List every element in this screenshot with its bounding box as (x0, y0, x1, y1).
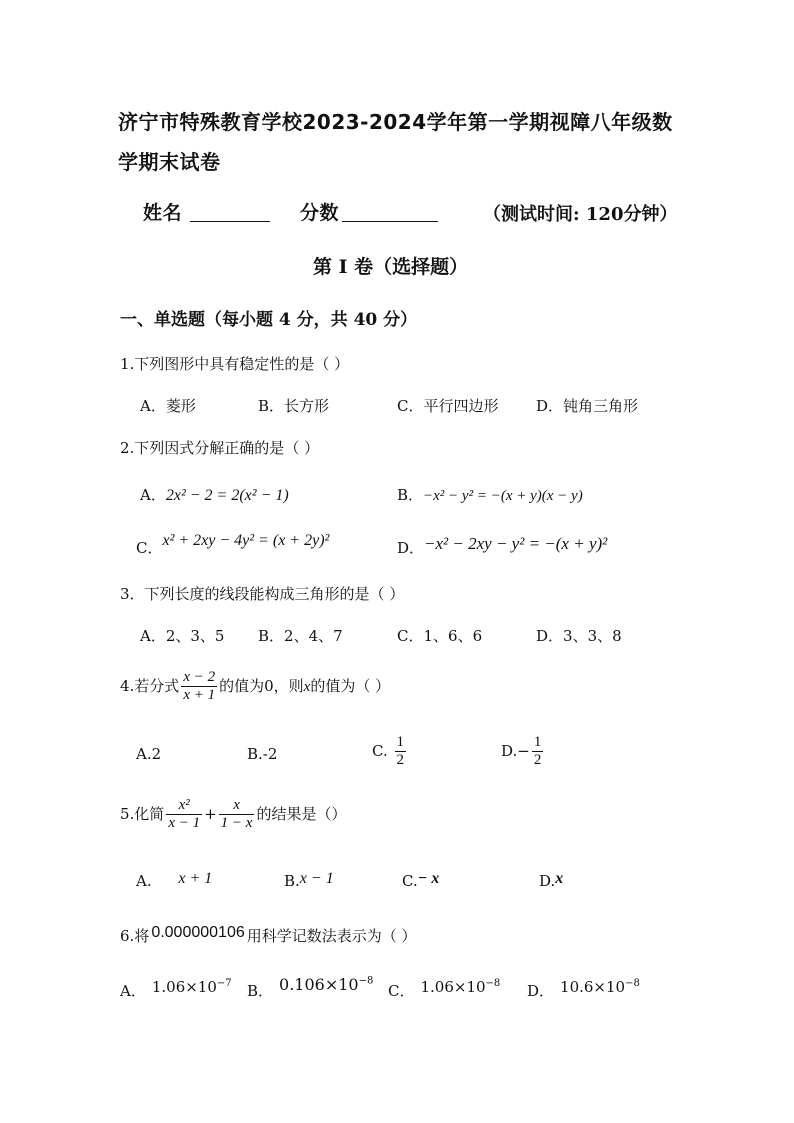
q4-option-c-fraction (395, 734, 407, 770)
q5-option-c[interactable] (402, 872, 439, 891)
question-2-stem: 2.下列因式分解正确的是（ ） (120, 439, 320, 457)
q5-option-d[interactable] (539, 872, 563, 891)
q6-c-exponent: −8 (485, 978, 501, 989)
q5-option-b-expr: x − 1 (299, 870, 334, 887)
q5-stem-pre: 5.化简 (120, 804, 165, 823)
q6-option-c-value (420, 978, 500, 996)
q1-option-b[interactable]: B．长方形 (258, 397, 330, 415)
q5-plus: + (204, 804, 217, 823)
q6-b-mantissa: 0.106×10 (279, 975, 359, 994)
q6-b-exponent: −8 (358, 975, 374, 987)
section-heading: 一、单选题（每小题 4 分，共 40 分） (120, 310, 418, 330)
q5-fraction-1 (166, 797, 202, 833)
question-3-stem: 3．下列长度的线段能构成三角形的是（ ） (120, 585, 405, 603)
q4-stem-post: 的值为（ ） (310, 676, 391, 695)
q2-option-d-label: D． (397, 539, 425, 557)
q2-option-b-label: B． (397, 486, 424, 504)
q2-option-c-expr: x² + 2xy − 4y² = (x + 2y)² (162, 532, 330, 549)
score-blank[interactable] (342, 198, 438, 222)
q4-d-num: 1 (533, 734, 542, 750)
question-4-stem (120, 669, 390, 705)
q3-option-d[interactable]: D．3、3、8 (536, 627, 622, 645)
q4-option-d-label: D.− (501, 741, 530, 760)
q2-option-a-label: A． (140, 486, 166, 504)
q5-option-c-label: C. (402, 872, 418, 890)
q4-stem-mid: 的值为 (219, 676, 265, 695)
q2-option-b-expr: −x² − y² = −(x + y)(x − y) (423, 488, 583, 504)
q4-stem-mid2: ，则 (273, 676, 304, 695)
q4-option-c-label: C. (372, 741, 388, 760)
name-blank[interactable] (190, 198, 270, 222)
q6-a-mantissa: 1.06×10 (151, 978, 217, 996)
q2-option-d[interactable] (397, 534, 608, 558)
q6-d-mantissa: 10.6×10 (560, 978, 626, 996)
q6-a-exponent: −7 (216, 978, 232, 989)
q6-option-d-value (560, 978, 640, 996)
q5-option-d-expr: x (555, 870, 564, 887)
q6-option-b-value (279, 975, 373, 994)
q4-c-num: 1 (396, 734, 404, 750)
q5-option-b-label: B. (284, 872, 300, 890)
q4-frac-den: x + 1 (183, 687, 216, 704)
q6-option-d-label: D． (527, 982, 555, 1000)
q6-d-exponent: −8 (625, 978, 640, 989)
q2-option-c[interactable] (136, 532, 330, 558)
q2-option-d-expr: −x² − 2xy − y² = −(x + y)² (424, 534, 608, 553)
q4-option-a[interactable]: A.2 (136, 745, 162, 763)
q1-option-d[interactable]: D．钝角三角形 (536, 397, 639, 415)
q5-option-a-label: A. (136, 872, 152, 890)
q6-option-c-label: C． (388, 982, 415, 1000)
q3-option-a[interactable]: A．2、3、5 (140, 627, 225, 645)
exam-title-line2: 学期末试卷 (118, 150, 221, 174)
q4-option-d[interactable] (501, 734, 545, 770)
q6-option-b-label: B． (247, 982, 274, 1000)
question-6-stem (120, 925, 417, 946)
score-label: 分数 (300, 202, 340, 224)
q4-frac-num: x − 2 (183, 669, 216, 685)
q6-option-c[interactable] (388, 980, 500, 1001)
q5-f2-num: x (233, 797, 240, 813)
q5-fraction-2 (219, 797, 255, 833)
q3-option-c[interactable]: C．1、6、6 (397, 627, 483, 645)
q4-c-den: 2 (396, 752, 404, 769)
q1-option-a[interactable]: A．菱形 (140, 397, 196, 415)
q4-zero: 0 (264, 676, 274, 695)
q2-option-a-expr: 2x² − 2 = 2(x² − 1) (165, 487, 289, 504)
q4-option-d-fraction (532, 734, 544, 770)
q6-c-mantissa: 1.06×10 (420, 978, 486, 996)
q5-option-d-label: D. (539, 872, 556, 890)
q5-option-b[interactable] (284, 872, 334, 891)
q4-option-b[interactable]: B.-2 (247, 745, 278, 763)
q1-option-c[interactable]: C．平行四边形 (397, 397, 499, 415)
time-note: （测试时间: 120分钟） (483, 204, 678, 225)
q6-option-b[interactable] (247, 975, 374, 1001)
volume-title: 第 I 卷（选择题） (313, 256, 469, 278)
q6-option-a[interactable] (120, 980, 232, 1001)
q6-option-a-value (152, 978, 232, 996)
q4-d-den: 2 (533, 752, 542, 769)
q5-stem-post: 的结果是（） (256, 804, 347, 823)
q5-option-c-expr: − x (417, 870, 440, 887)
q5-f1-num: x² (178, 797, 190, 813)
q4-stem-pre: 4.若分式 (120, 676, 180, 695)
q4-fraction (181, 669, 217, 705)
q6-option-d[interactable] (527, 980, 640, 1001)
q4-option-c[interactable] (372, 734, 408, 770)
q2-option-a[interactable] (140, 484, 289, 505)
question-1-stem: 1.下列图形中具有稳定性的是（ ） (120, 355, 350, 373)
q5-f1-den: x − 1 (168, 815, 201, 832)
name-label: 姓名 (143, 202, 183, 224)
q5-option-a[interactable] (136, 872, 212, 891)
q6-option-a-label: A． (120, 982, 146, 1000)
q5-option-a-expr: x + 1 (178, 870, 213, 887)
q3-option-b[interactable]: B．2、4、7 (258, 627, 343, 645)
q2-option-b[interactable] (397, 484, 583, 505)
q4-var: x (303, 678, 311, 695)
exam-title-line1: 济宁市特殊教育学校2023-2024学年第一学期视障八年级数 (118, 110, 673, 134)
q2-option-c-label: C． (136, 539, 163, 557)
q6-stem-pre: 6.将 (120, 927, 150, 945)
q5-f2-den: 1 − x (220, 815, 253, 832)
q6-number: 0.000000106 (151, 924, 245, 941)
q6-stem-post: 用科学记数法表示为（ ） (246, 927, 417, 945)
question-5-stem (120, 797, 346, 833)
